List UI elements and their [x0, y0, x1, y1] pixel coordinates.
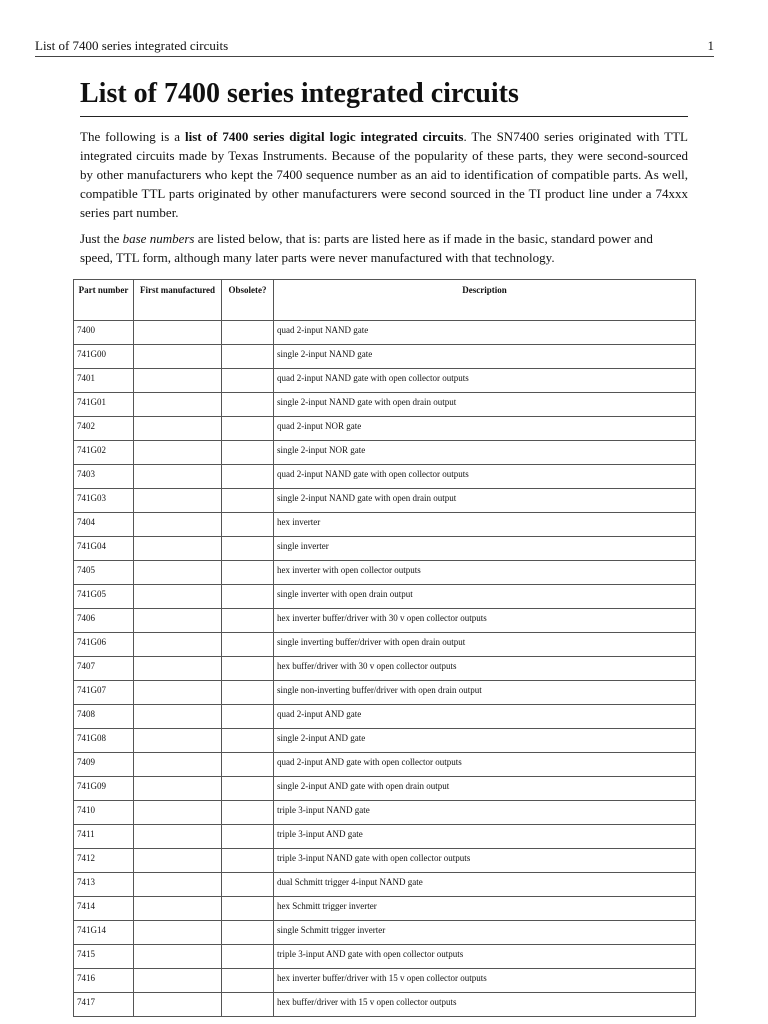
cell-description: single 2-input NAND gate with open drain output [274, 393, 696, 417]
cell-description: quad 2-input NAND gate [274, 321, 696, 345]
cell-part-number: 7402 [74, 417, 134, 441]
table-row [74, 513, 696, 537]
cell-part-number: 7415 [74, 945, 134, 969]
cell-description: quad 2-input NOR gate [274, 417, 696, 441]
table-row [74, 873, 696, 897]
cell-first-manufactured [134, 369, 222, 393]
col-header-part-number: Part number [74, 280, 134, 321]
cell-description: single inverter [274, 537, 696, 561]
table-row [74, 609, 696, 633]
base-numbers-italic-term: base numbers [122, 231, 195, 246]
cell-obsolete [222, 801, 274, 825]
cell-obsolete [222, 561, 274, 585]
cell-description: dual Schmitt trigger 4-input NAND gate [274, 873, 696, 897]
cell-obsolete [222, 681, 274, 705]
cell-first-manufactured [134, 849, 222, 873]
parts-table-body [74, 321, 696, 1017]
cell-part-number: 7408 [74, 705, 134, 729]
cell-obsolete [222, 993, 274, 1017]
cell-part-number: 741G00 [74, 345, 134, 369]
table-row [74, 537, 696, 561]
cell-obsolete [222, 777, 274, 801]
cell-description: hex inverter buffer/driver with 15 v open collector outputs [274, 969, 696, 993]
cell-part-number: 7404 [74, 513, 134, 537]
intro-paragraph [80, 127, 688, 222]
cell-part-number: 7414 [74, 897, 134, 921]
cell-description: triple 3-input AND gate [274, 825, 696, 849]
cell-part-number: 741G08 [74, 729, 134, 753]
running-header [35, 36, 714, 57]
cell-first-manufactured [134, 729, 222, 753]
cell-description: triple 3-input NAND gate with open collector outputs [274, 849, 696, 873]
table-row [74, 321, 696, 345]
cell-obsolete [222, 369, 274, 393]
cell-part-number: 7405 [74, 561, 134, 585]
cell-obsolete [222, 345, 274, 369]
cell-first-manufactured [134, 825, 222, 849]
cell-part-number: 7403 [74, 465, 134, 489]
cell-obsolete [222, 441, 274, 465]
cell-description: quad 2-input AND gate with open collector outputs [274, 753, 696, 777]
parts-table [73, 279, 696, 1017]
cell-description: triple 3-input NAND gate [274, 801, 696, 825]
table-row [74, 345, 696, 369]
cell-part-number: 741G03 [74, 489, 134, 513]
cell-description: single inverting buffer/driver with open drain output [274, 633, 696, 657]
cell-part-number: 7406 [74, 609, 134, 633]
cell-first-manufactured [134, 921, 222, 945]
table-row [74, 921, 696, 945]
cell-description: single non-inverting buffer/driver with open drain output [274, 681, 696, 705]
cell-part-number: 741G09 [74, 777, 134, 801]
cell-obsolete [222, 873, 274, 897]
table-row [74, 993, 696, 1017]
cell-description: single 2-input NOR gate [274, 441, 696, 465]
cell-obsolete [222, 537, 274, 561]
cell-obsolete [222, 849, 274, 873]
cell-first-manufactured [134, 753, 222, 777]
cell-first-manufactured [134, 705, 222, 729]
cell-description: quad 2-input NAND gate with open collector outputs [274, 369, 696, 393]
cell-obsolete [222, 465, 274, 489]
intro-bold-term: list of 7400 series digital logic integrated circuits [185, 129, 464, 144]
table-row [74, 753, 696, 777]
cell-description: hex inverter [274, 513, 696, 537]
cell-part-number: 741G07 [74, 681, 134, 705]
cell-first-manufactured [134, 777, 222, 801]
table-row [74, 489, 696, 513]
cell-obsolete [222, 321, 274, 345]
table-row [74, 465, 696, 489]
cell-part-number: 741G14 [74, 921, 134, 945]
cell-obsolete [222, 513, 274, 537]
cell-first-manufactured [134, 513, 222, 537]
table-row [74, 633, 696, 657]
cell-part-number: 7409 [74, 753, 134, 777]
cell-part-number: 741G01 [74, 393, 134, 417]
cell-part-number: 741G04 [74, 537, 134, 561]
cell-first-manufactured [134, 897, 222, 921]
cell-first-manufactured [134, 537, 222, 561]
page-number: 1 [707, 38, 714, 53]
cell-obsolete [222, 393, 274, 417]
table-row [74, 705, 696, 729]
cell-first-manufactured [134, 657, 222, 681]
cell-first-manufactured [134, 681, 222, 705]
page-title: List of 7400 series integrated circuits [80, 76, 688, 117]
cell-description: single 2-input NAND gate [274, 345, 696, 369]
cell-first-manufactured [134, 345, 222, 369]
cell-obsolete [222, 417, 274, 441]
intro-text-start: The following is a [80, 129, 185, 144]
cell-part-number: 7401 [74, 369, 134, 393]
cell-first-manufactured [134, 321, 222, 345]
base-numbers-paragraph [80, 229, 688, 267]
table-row [74, 825, 696, 849]
cell-obsolete [222, 921, 274, 945]
cell-first-manufactured [134, 873, 222, 897]
cell-first-manufactured [134, 801, 222, 825]
cell-obsolete [222, 753, 274, 777]
cell-obsolete [222, 585, 274, 609]
intro-text-rest: . The SN7400 series originated with TTL integrated circuits made by Texas Instruments. Because of the popularity of these parts, they were second-sourced by other manufacturers who kept the 7400 sequence number as an aid to identification of compatible parts. As well, compatible TTL parts originated by other manufacturers were second sourced in the TI product line under a 74xxx series part number. [80, 129, 688, 220]
cell-first-manufactured [134, 969, 222, 993]
cell-first-manufactured [134, 633, 222, 657]
parts-table-header [74, 280, 696, 321]
base-numbers-text-rest: are listed below, that is: parts are listed here as if made in the basic, standard power and speed, TTL form, although many later parts were never manufactured with that technology. [80, 231, 653, 265]
table-row [74, 441, 696, 465]
cell-obsolete [222, 657, 274, 681]
table-row [74, 801, 696, 825]
cell-first-manufactured [134, 585, 222, 609]
cell-first-manufactured [134, 441, 222, 465]
table-row [74, 945, 696, 969]
cell-description: quad 2-input AND gate [274, 705, 696, 729]
cell-description: hex Schmitt trigger inverter [274, 897, 696, 921]
cell-description: single 2-input AND gate [274, 729, 696, 753]
cell-part-number: 7413 [74, 873, 134, 897]
table-row [74, 849, 696, 873]
cell-obsolete [222, 729, 274, 753]
cell-part-number: 741G02 [74, 441, 134, 465]
cell-part-number: 741G05 [74, 585, 134, 609]
cell-part-number: 7412 [74, 849, 134, 873]
table-row [74, 969, 696, 993]
cell-obsolete [222, 969, 274, 993]
cell-obsolete [222, 633, 274, 657]
table-row [74, 369, 696, 393]
cell-obsolete [222, 897, 274, 921]
cell-description: hex buffer/driver with 15 v open collector outputs [274, 993, 696, 1017]
cell-obsolete [222, 705, 274, 729]
cell-part-number: 7416 [74, 969, 134, 993]
cell-description: single 2-input NAND gate with open drain output [274, 489, 696, 513]
cell-first-manufactured [134, 945, 222, 969]
cell-first-manufactured [134, 993, 222, 1017]
table-row [74, 729, 696, 753]
cell-part-number: 7410 [74, 801, 134, 825]
cell-part-number: 741G06 [74, 633, 134, 657]
cell-description: single Schmitt trigger inverter [274, 921, 696, 945]
table-row [74, 393, 696, 417]
cell-part-number: 7411 [74, 825, 134, 849]
base-numbers-text-start: Just the [80, 231, 123, 246]
cell-first-manufactured [134, 609, 222, 633]
cell-first-manufactured [134, 417, 222, 441]
cell-first-manufactured [134, 489, 222, 513]
cell-part-number: 7407 [74, 657, 134, 681]
header-row [74, 280, 696, 321]
cell-description: single 2-input AND gate with open drain output [274, 777, 696, 801]
cell-description: single inverter with open drain output [274, 585, 696, 609]
cell-description: hex buffer/driver with 30 v open collector outputs [274, 657, 696, 681]
cell-first-manufactured [134, 465, 222, 489]
table-row [74, 897, 696, 921]
cell-description: hex inverter with open collector outputs [274, 561, 696, 585]
cell-description: hex inverter buffer/driver with 30 v open collector outputs [274, 609, 696, 633]
cell-first-manufactured [134, 561, 222, 585]
cell-obsolete [222, 825, 274, 849]
cell-obsolete [222, 609, 274, 633]
table-row [74, 777, 696, 801]
running-header-title: List of 7400 series integrated circuits [35, 38, 229, 53]
cell-description: triple 3-input AND gate with open collector outputs [274, 945, 696, 969]
cell-part-number: 7417 [74, 993, 134, 1017]
col-header-obsolete: Obsolete? [222, 280, 274, 321]
cell-obsolete [222, 945, 274, 969]
table-row [74, 681, 696, 705]
cell-obsolete [222, 489, 274, 513]
col-header-description: Description [274, 280, 696, 321]
cell-first-manufactured [134, 393, 222, 417]
col-header-first-manufactured: First manufactured [134, 280, 222, 321]
cell-description: quad 2-input NAND gate with open collector outputs [274, 465, 696, 489]
table-row [74, 561, 696, 585]
cell-part-number: 7400 [74, 321, 134, 345]
table-row [74, 657, 696, 681]
table-row [74, 585, 696, 609]
table-row [74, 417, 696, 441]
